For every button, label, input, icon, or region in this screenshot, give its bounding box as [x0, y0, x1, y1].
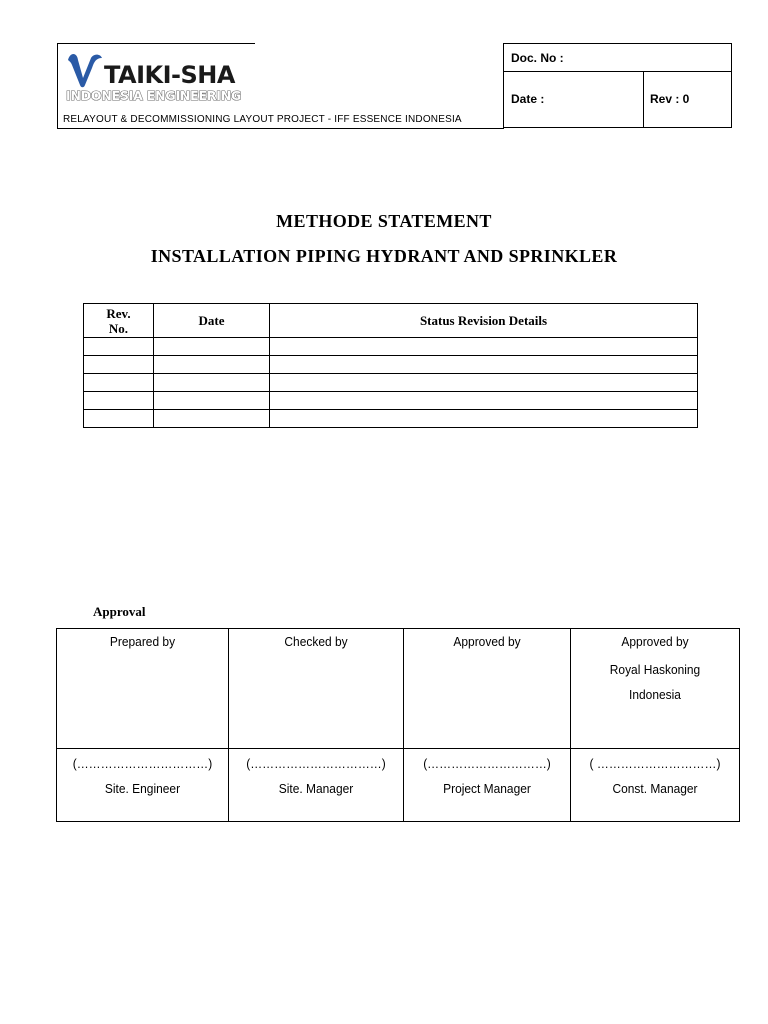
revision-table-header: [84, 304, 698, 338]
signature-line: ( …………………………): [589, 756, 721, 771]
date-header: Date: [154, 304, 270, 338]
svg-text:INDONESIA ENGINEERING: INDONESIA ENGINEERING: [66, 88, 242, 103]
approved-by-client-cell: [571, 629, 740, 749]
approved-by-label: Approved by: [453, 634, 521, 649]
date-cell: [154, 356, 270, 374]
client-company-name: [578, 657, 733, 707]
header-top-border: [58, 43, 255, 44]
rev-no-cell: [84, 338, 154, 356]
const-manager-role: Const. Manager: [612, 781, 698, 796]
doc-info-divider: [643, 72, 644, 128]
approved-by-client-label: Approved by: [621, 634, 689, 649]
rev-no-cell: [84, 356, 154, 374]
status-cell: [270, 392, 698, 410]
status-cell: [270, 374, 698, 392]
prepared-by-label: Prepared by: [109, 634, 176, 649]
const-manager-cell: [571, 749, 740, 822]
approval-table: [56, 628, 740, 822]
signature-line: (…………………………): [423, 756, 551, 771]
doc-no-label: Doc. No :: [511, 51, 564, 65]
header-bottom-border: [57, 128, 504, 129]
site-engineer-cell: [57, 749, 229, 822]
status-cell: [270, 410, 698, 428]
status-cell: [270, 356, 698, 374]
date-cell: [154, 374, 270, 392]
rev-no-header: Rev. No.: [84, 304, 154, 338]
signature-line: (……………………………): [72, 756, 213, 771]
document-title: METHODE STATEMENT: [276, 211, 492, 231]
date-cell: [154, 392, 270, 410]
date-cell: [154, 410, 270, 428]
date-label: Date :: [511, 92, 545, 106]
prepared-by-cell: [57, 629, 229, 749]
rev-no-cell: [84, 410, 154, 428]
doc-info-box: [503, 43, 732, 128]
approval-role-row: [57, 749, 740, 822]
svg-text:TAIKI-SHA: TAIKI-SHA: [104, 61, 235, 89]
rev-label: Rev : 0: [650, 92, 690, 106]
checked-by-cell: [229, 629, 404, 749]
approval-label: Approval: [93, 604, 146, 619]
taiki-sha-logo: [64, 48, 254, 104]
client-company-line1: Royal Haskoning: [609, 662, 701, 677]
approval-signature-row: [57, 629, 740, 749]
table-row: [84, 410, 698, 428]
header-left-border: [57, 43, 58, 129]
table-row: [84, 338, 698, 356]
rev-no-cell: [84, 374, 154, 392]
revision-table: [83, 303, 698, 428]
checked-by-label: Checked by: [284, 634, 348, 649]
client-company-line2: Indonesia: [629, 687, 681, 702]
project-manager-role: Project Manager: [443, 781, 531, 796]
rev-no-cell: [84, 392, 154, 410]
table-row: [84, 374, 698, 392]
site-manager-cell: [229, 749, 404, 822]
site-engineer-role: Site. Engineer: [104, 781, 181, 796]
date-cell: [154, 338, 270, 356]
project-manager-cell: [404, 749, 571, 822]
document-subtitle: INSTALLATION PIPING HYDRANT AND SPRINKLER: [150, 246, 618, 266]
table-row: [84, 392, 698, 410]
project-title: RELAYOUT & DECOMMISSIONING LAYOUT PROJECT - IFF ESSENCE INDONESIA: [63, 114, 462, 125]
site-manager-role: Site. Manager: [278, 781, 354, 796]
approved-by-cell: [404, 629, 571, 749]
table-row: [84, 356, 698, 374]
signature-line: (……………………………): [246, 756, 386, 771]
status-header: Status Revision Details: [270, 304, 698, 338]
status-cell: [270, 338, 698, 356]
